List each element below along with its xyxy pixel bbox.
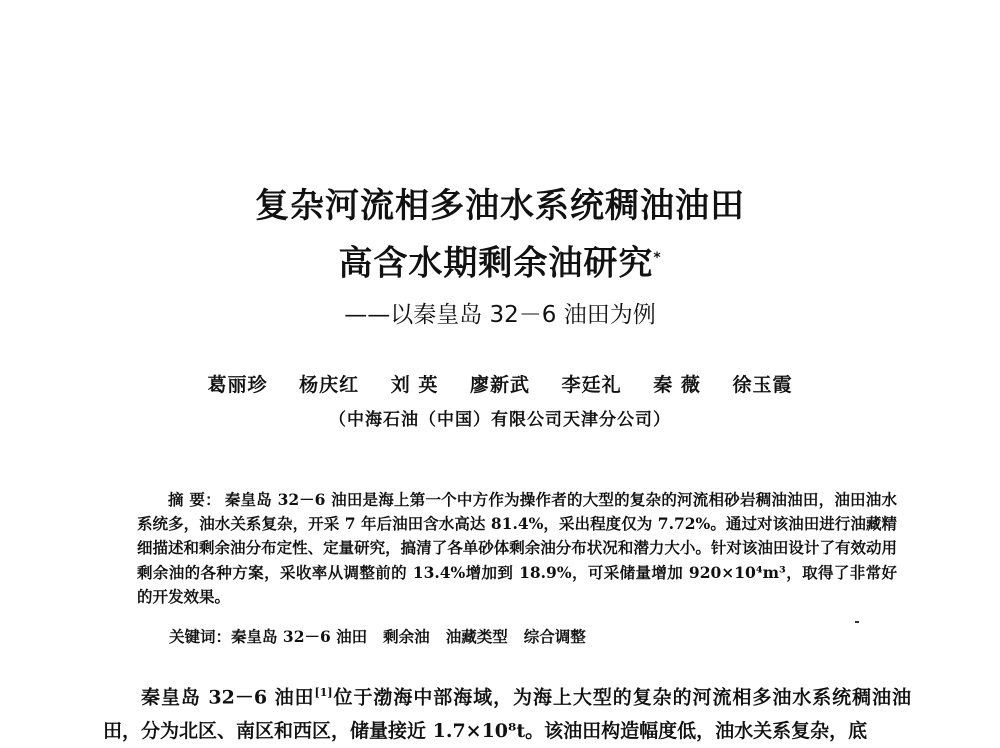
keyword: 油藏类型 — [445, 627, 508, 646]
scan-speck — [855, 621, 859, 623]
title-line-2-text: 高含水期剩余油研究 — [338, 243, 654, 284]
body-paragraph — [103, 676, 911, 748]
author-name: 廖新武 — [469, 374, 530, 396]
abstract-label: 摘 要： — [168, 490, 221, 509]
author-affiliation: （中海石油（中国）有限公司天津分公司） — [329, 410, 671, 430]
paper-subtitle: ——以秦皇岛 32－6 油田为例 — [344, 302, 656, 328]
author-name: 徐玉霞 — [732, 374, 793, 396]
keyword: 综合调整 — [523, 627, 586, 646]
title-footnote-mark: * — [653, 250, 662, 266]
author-name: 李廷礼 — [561, 374, 622, 396]
keywords-label: 关键词： — [169, 627, 232, 646]
author-name: 秦 薇 — [653, 374, 701, 396]
author-name: 刘 英 — [390, 374, 439, 396]
title-line-1-text: 复杂河流相多油水系统稠油油田 — [255, 186, 745, 226]
citation-ref: [1] — [314, 686, 333, 699]
abstract-text: 秦皇岛 32－6 油田是海上第一个中方作为操作者的大型的复杂的河流相砂岩稠油油田，油田油水系统多，油水关系复杂，开采 7 年后油田含水高达 81.4%，采出程度仅为 7.72%。通过对该油田进行油藏精细描述和剩余油分布定性、定量研究，搞清了各单砂体剩余油分布状况和潜力大小。针对该油田设计了有效动用剩余油的各种方案，采收率从调整前的 13.4%增加到 18.9%，可采储量增加 920×10⁴m³，取得了非常好的开发效果。 — [137, 490, 897, 606]
keyword: 剩余油 — [383, 627, 430, 646]
author-name: 葛丽珍 — [207, 374, 268, 396]
paper-title-line-1 — [0, 186, 1000, 226]
body-text-rest: 位于渤海中部海域，为海上大型的复杂的河流相多油水系统稠油油田，分为北区、南区和西区，储量接近 1.7×10⁸t。该油田构造幅度低，油水关系复杂，底 — [103, 686, 911, 743]
paper-title-line-2 — [0, 238, 1000, 283]
abstract — [137, 488, 897, 609]
keywords — [169, 625, 899, 649]
keyword: 秦皇岛 32－6 油田 — [231, 627, 368, 646]
author-list — [0, 372, 1000, 398]
author-name: 杨庆红 — [299, 374, 360, 396]
body-text-start: 秦皇岛 32－6 油田 — [141, 686, 315, 709]
